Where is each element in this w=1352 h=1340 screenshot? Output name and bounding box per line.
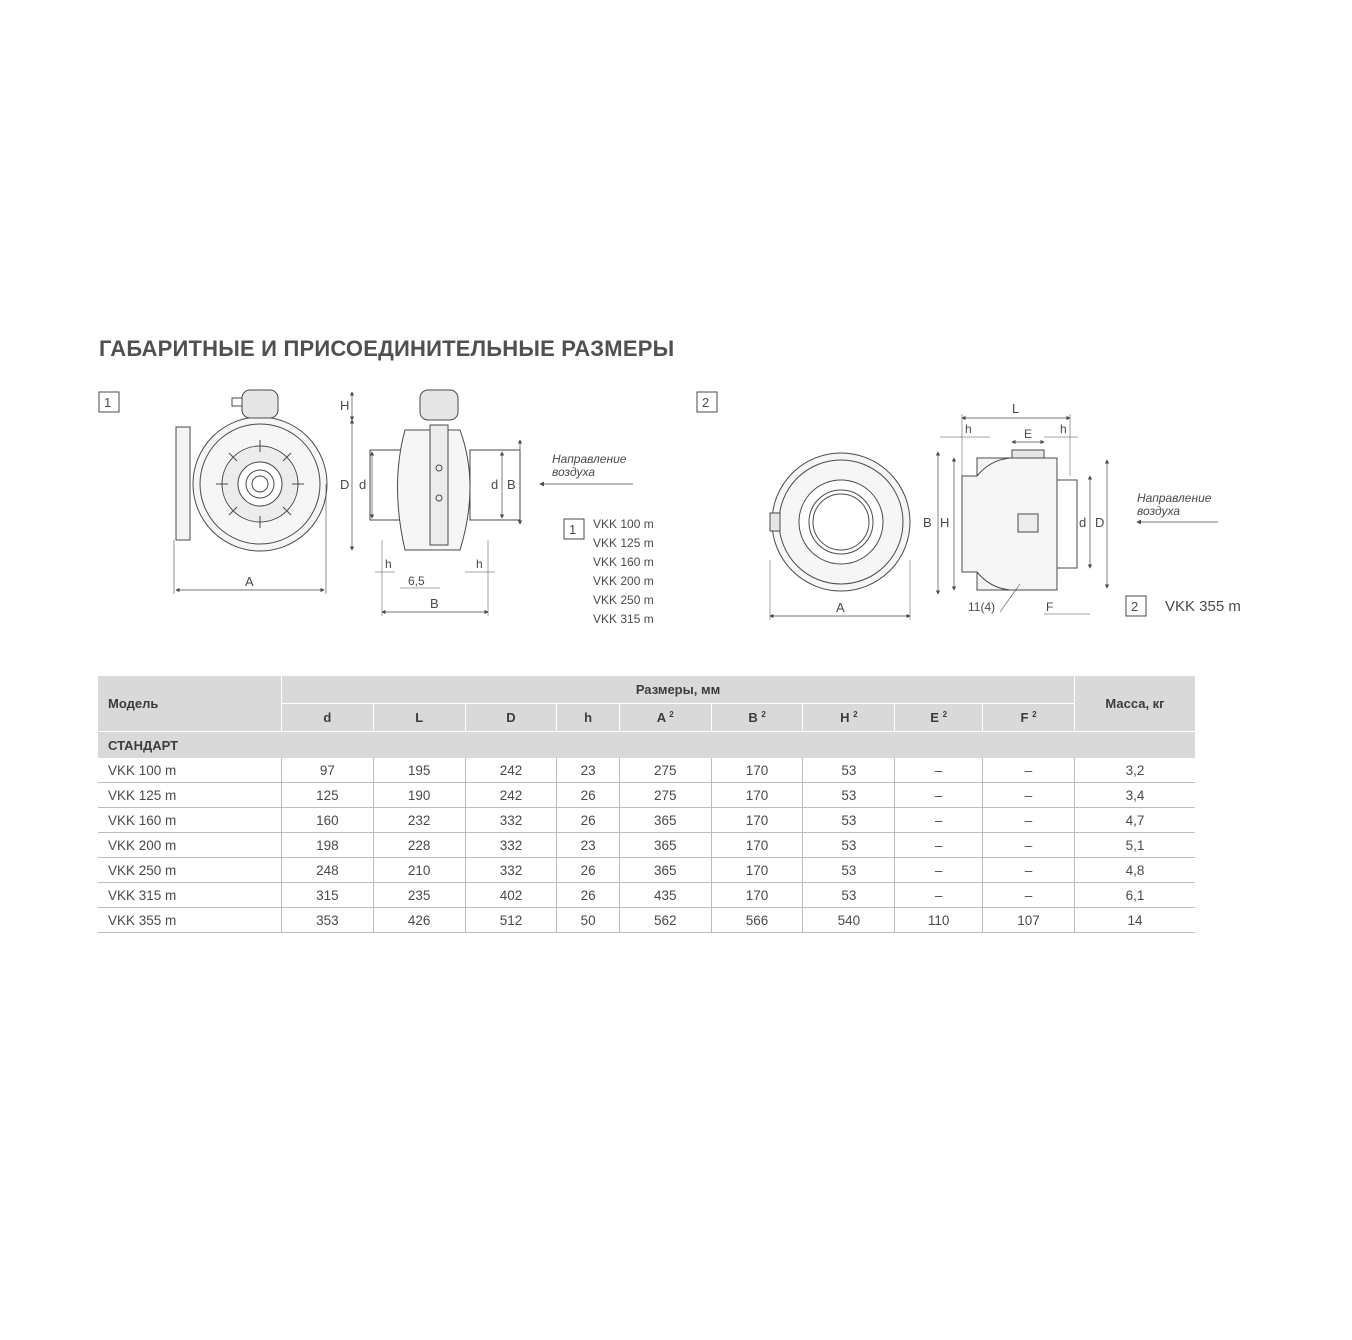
col-header-e [895,704,983,732]
label-B-right: B [507,477,516,492]
value-cell: – [895,758,983,783]
value-cell: 26 [557,783,620,808]
label-d-right: d [491,477,499,492]
label-H: H [340,398,350,413]
col-header-label: E [930,710,939,725]
value-cell: 315 [282,883,374,908]
col-header-label: D [506,710,516,725]
drawing-2-badge: 2 [702,395,710,410]
value-cell: – [895,883,983,908]
label-h-left: h [385,557,392,571]
drawing-2-legend-badge: 2 [1131,599,1139,614]
value-cell: – [895,833,983,858]
value-cell: – [983,758,1075,783]
value-cell: 170 [711,858,803,883]
table-row [98,808,1195,833]
value-cell: 170 [711,758,803,783]
technical-drawings [0,380,1352,650]
dimensions-group-header: Размеры, мм [282,676,1075,704]
col-header-label: h [584,710,593,725]
table-row [98,858,1195,883]
value-cell: 332 [465,833,557,858]
col-header-f [983,704,1075,732]
value-cell: 53 [803,883,895,908]
value-cell: 275 [619,783,711,808]
value-cell: – [983,833,1075,858]
value-cell: 170 [711,833,803,858]
value-cell: 248 [282,858,374,883]
section-standard: СТАНДАРТ [98,732,1195,759]
value-cell: 53 [803,758,895,783]
airflow-1-line1: Направление [552,452,627,466]
value-cell: – [983,883,1075,908]
value-cell: 242 [465,783,557,808]
model-cell: VKK 250 m [98,858,282,883]
value-cell: 512 [465,908,557,933]
label-h-right: h [476,557,483,571]
label-D: D [340,477,350,492]
value-cell: 107 [983,908,1075,933]
value-cell: 210 [373,858,465,883]
airflow-1-line2: воздуха [552,465,596,479]
value-cell: 50 [557,908,620,933]
model-cell: VKK 160 m [98,808,282,833]
label2-holes: 11(4) [968,600,996,614]
value-cell: – [983,858,1075,883]
value-cell: 26 [557,858,620,883]
table-body [98,732,1195,933]
drawing-1-front-view [174,390,327,594]
value-cell: 235 [373,883,465,908]
label2-L: L [1012,401,1020,416]
value-cell: 170 [711,808,803,833]
label2-E: E [1024,427,1033,441]
value-cell: 402 [465,883,557,908]
label2-H: H [940,515,950,530]
col-header-footnote: 2 [853,710,858,719]
legend-model-3: VKK 160 m [593,555,654,569]
label2-h-right: h [1060,422,1067,436]
value-cell: 26 [557,883,620,908]
legend-model-2: VKK 125 m [593,536,654,550]
value-cell: – [895,783,983,808]
value-cell: 435 [619,883,711,908]
mass-cell: 6,1 [1075,883,1196,908]
value-cell: 53 [803,783,895,808]
drawing-1-badge: 1 [104,395,112,410]
value-cell: 53 [803,833,895,858]
value-cell: 228 [373,833,465,858]
label2-h-left: h [965,422,972,436]
label-A: A [245,574,254,589]
value-cell: 170 [711,783,803,808]
legend-model-5: VKK 250 m [593,593,654,607]
label2-B: B [923,515,932,530]
col-header-footnote: 2 [669,710,674,719]
value-cell: 195 [373,758,465,783]
value-cell: 540 [803,908,895,933]
value-cell: 242 [465,758,557,783]
label-B-bottom: B [430,596,439,611]
table-row [98,783,1195,808]
col-header-d [465,704,557,732]
mass-cell: 14 [1075,908,1196,933]
value-cell: 160 [282,808,374,833]
col-header-footnote: 2 [1032,710,1037,719]
airflow-2-line1: Направление [1137,491,1212,505]
legend-model-355: VKK 355 m [1165,598,1241,615]
airflow-2-line2: воздуха [1137,504,1181,518]
value-cell: 198 [282,833,374,858]
legend-model-1: VKK 100 m [593,517,654,531]
value-cell: 53 [803,858,895,883]
label2-F: F [1046,600,1054,614]
value-cell: 23 [557,758,620,783]
mass-cell: 3,2 [1075,758,1196,783]
col-header-footnote: 2 [761,710,766,719]
table-row [98,833,1195,858]
model-cell: VKK 315 m [98,883,282,908]
label-d-left: d [359,477,367,492]
mass-cell: 4,7 [1075,808,1196,833]
label2-A: A [836,600,845,615]
col-header-h [803,704,895,732]
value-cell: 562 [619,908,711,933]
legend-model-6: VKK 315 m [593,612,654,626]
value-cell: 23 [557,833,620,858]
model-cell: VKK 200 m [98,833,282,858]
col-header-b [711,704,803,732]
page-title: ГАБАРИТНЫЕ И ПРИСОЕДИНИТЕЛЬНЫЕ РАЗМЕРЫ [99,336,675,361]
mass-header: Масса, кг [1075,676,1196,732]
drawing-1-legend-badge: 1 [569,522,577,537]
value-cell: 426 [373,908,465,933]
value-cell: 332 [465,808,557,833]
mass-cell: 4,8 [1075,858,1196,883]
col-header-label: A [656,710,666,725]
table-row [98,908,1195,933]
table-row [98,758,1195,783]
value-cell: – [895,808,983,833]
value-cell: 365 [619,833,711,858]
value-cell: 170 [711,883,803,908]
value-cell: 566 [711,908,803,933]
value-cell: 275 [619,758,711,783]
value-cell: 97 [282,758,374,783]
dimensions-table [98,676,1195,933]
label2-d: d [1079,515,1087,530]
model-cell: VKK 125 m [98,783,282,808]
model-header: Модель [98,676,282,732]
col-header-label: L [415,710,424,725]
value-cell: 365 [619,858,711,883]
legend-model-4: VKK 200 m [593,574,654,588]
value-cell: 110 [895,908,983,933]
value-cell: – [983,808,1075,833]
value-cell: 125 [282,783,374,808]
model-cell: VKK 355 m [98,908,282,933]
label-gap: 6,5 [408,574,425,588]
col-header-label: B [748,710,758,725]
col-header-h [557,704,620,732]
mass-cell: 5,1 [1075,833,1196,858]
value-cell: 353 [282,908,374,933]
value-cell: – [983,783,1075,808]
drawing-1-side-view [352,390,633,616]
label2-D: D [1095,515,1105,530]
col-header-d [282,704,374,732]
value-cell: 365 [619,808,711,833]
value-cell: 190 [373,783,465,808]
value-cell: 26 [557,808,620,833]
drawing-2-front-view [770,453,910,620]
value-cell: 53 [803,808,895,833]
drawing-1 [99,390,633,616]
mass-cell: 3,4 [1075,783,1196,808]
col-header-label: d [323,710,332,725]
value-cell: – [895,858,983,883]
col-header-footnote: 2 [942,710,948,719]
model-cell: VKK 100 m [98,758,282,783]
table-row [98,883,1195,908]
col-header-a [619,704,711,732]
value-cell: 332 [465,858,557,883]
value-cell: 232 [373,808,465,833]
col-header-label: H [840,710,850,725]
col-header-label: F [1020,710,1029,725]
col-header-l [373,704,465,732]
